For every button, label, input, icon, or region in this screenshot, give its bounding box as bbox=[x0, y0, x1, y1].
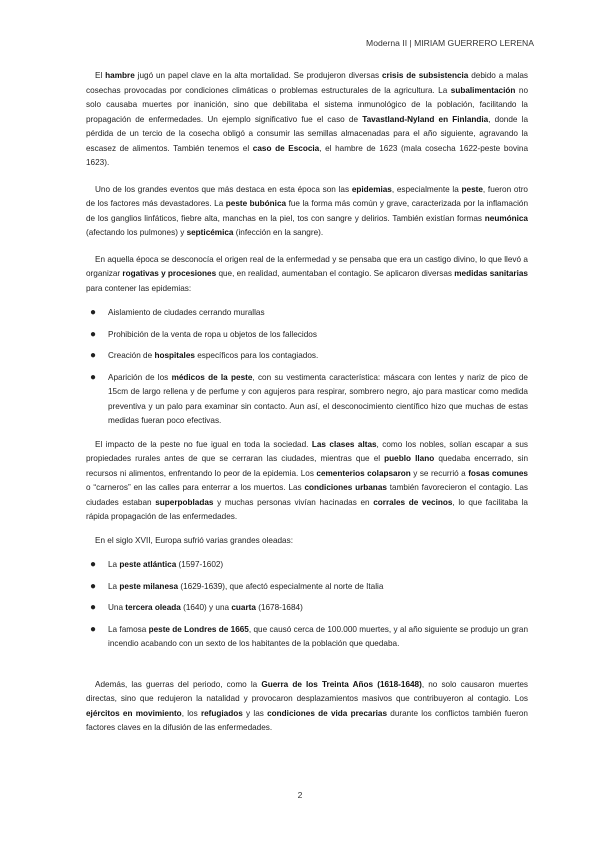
bold-term: Guerra de los Treinta Años (1618-1648) bbox=[261, 679, 422, 689]
bold-term: refugiados bbox=[200, 708, 243, 718]
paragraph-impacto-social bbox=[86, 438, 528, 525]
bold-term: pueblo llano bbox=[384, 454, 435, 463]
text-run: Prohibición de la venta de ropa u objetos de los fallecidos bbox=[108, 329, 317, 339]
text-run: Creación de bbox=[108, 351, 155, 360]
text-run: (1640) y una bbox=[180, 603, 232, 612]
text-run: Aislamiento de ciudades cerrando murallas bbox=[108, 308, 265, 317]
text-run: La bbox=[108, 560, 120, 569]
bold-term: Tavastland-Nyland en Finlandia bbox=[362, 114, 489, 124]
bold-term: ejércitos en movimiento bbox=[86, 708, 182, 718]
text-run: también favorecieron el contagio. Las ciudades estaban bbox=[86, 483, 528, 507]
page-number: 2 bbox=[297, 790, 303, 800]
list-medidas-sanitarias bbox=[86, 306, 528, 429]
bold-term: hospitales bbox=[154, 351, 195, 360]
bold-term: peste bubónica bbox=[225, 199, 287, 208]
text-run: , fueron otro de los factores más devastadores. La bbox=[86, 184, 528, 208]
text-run: Además, las guerras del periodo, como la bbox=[95, 679, 262, 689]
list-oleadas bbox=[86, 558, 528, 652]
bullet-icon: ● bbox=[90, 559, 97, 570]
text-run: no solo causaba muertes por inanición, sino que debilitaba el sistema inmunológico de la población, facilitando la propagación de enfermedades. Un ejemplo significativo fue el caso de bbox=[86, 85, 529, 124]
text-run: (afectando los pulmones) y bbox=[86, 228, 187, 237]
text-run: y se recurrió a bbox=[410, 468, 469, 478]
bold-term: condiciones urbanas bbox=[304, 483, 387, 492]
bullet-icon: ● bbox=[90, 602, 97, 613]
text-run: , que causó cerca de 100.000 muertes, y al año siguiente se produjo un gran incendio acabando con un sexto de los habitantes de la población que quedaba. bbox=[108, 624, 529, 648]
bold-term: peste atlántica bbox=[119, 560, 177, 569]
text-run: El bbox=[95, 71, 106, 80]
paragraph-guerras bbox=[86, 678, 528, 736]
bold-term: superpobladas bbox=[155, 497, 214, 507]
bold-term: peste milanesa bbox=[119, 581, 179, 591]
text-run: específicos para los contagiados. bbox=[194, 351, 319, 360]
text-run: , lo que facilitaba la rápida propagación de las enfermedades. bbox=[86, 497, 528, 521]
text-run: (1678-1684) bbox=[255, 603, 303, 612]
list-item bbox=[86, 601, 528, 616]
text-run: para contener las epidemias: bbox=[86, 283, 192, 293]
paragraph-epidemias bbox=[86, 183, 528, 241]
text-run: que, en realidad, aumentaban el contagio. Se aplicaron diversas bbox=[216, 269, 455, 278]
bold-term: cementerios colapsaron bbox=[316, 468, 411, 478]
text-run: (1629-1639), que afectó especialmente al norte de Italia bbox=[178, 581, 384, 591]
bold-term: crisis de subsistencia bbox=[382, 71, 469, 80]
text-run: , los bbox=[181, 708, 201, 718]
text-run: En el siglo XVII, Europa sufrió varias grandes oleadas: bbox=[95, 535, 293, 545]
text-run: fue la forma más común y grave, caracterizada por la inflamación de los ganglios linfáticos, fiebre alta, manchas en la piel, tos con sangre y delirios. También existían formas bbox=[86, 199, 528, 223]
text-run: , con su vestimenta característica: máscara con lentes y nariz de pico de 15cm de largo rellena y de perfume y con agujeros para respirar, sombrero negro, ajo para masticar como medida preventiva y un palo para examinar sin contacto. Aun así, el desconocimiento científico hizo que muchas de estas medidas fueran poco efectivas. bbox=[108, 372, 528, 425]
bullet-icon: ● bbox=[90, 580, 97, 592]
bullet-icon: ● bbox=[90, 371, 97, 383]
bold-term: hambre bbox=[105, 71, 135, 80]
bold-term: rogativas y procesiones bbox=[122, 269, 217, 278]
text-run: (infección en la sangre). bbox=[233, 228, 324, 237]
text-run: La bbox=[108, 581, 120, 591]
bold-term: tercera oleada bbox=[125, 603, 181, 612]
paragraph-oleadas-intro bbox=[86, 534, 528, 549]
text-run: jugó un papel clave en la alta mortalidad. Se produjeron diversas bbox=[134, 71, 382, 80]
bold-term: médicos de la peste bbox=[171, 372, 253, 382]
bold-term: Las clases altas bbox=[311, 439, 377, 449]
list-item bbox=[86, 349, 528, 364]
text-run: , no solo causaron muertes directas, sino que redujeron la natalidad y provocaron desplazamientos masivos que contribuyeron al contagio. Los bbox=[86, 679, 528, 703]
text-run: y muchas personas vivían hacinadas en bbox=[213, 497, 374, 507]
list-item bbox=[86, 558, 528, 573]
text-run: , especialmente la bbox=[391, 184, 462, 194]
text-run: Aparición de los bbox=[108, 372, 172, 382]
text-run: o “carneros” en las calles para enterrar a los muertos. Las bbox=[86, 483, 305, 492]
list-item bbox=[86, 623, 528, 652]
text-run: quedaba encerrado, sin recursos ni alimentos, enfrentando lo peor de la epidemia. Los bbox=[86, 454, 529, 478]
text-run: El impacto de la peste no fue igual en toda la sociedad. bbox=[95, 439, 312, 449]
bold-term: subalimentación bbox=[450, 85, 516, 95]
bold-term: peste bbox=[461, 184, 483, 194]
bold-term: fosas comunes bbox=[468, 468, 528, 478]
text-run: La famosa bbox=[108, 624, 149, 634]
paragraph-medidas bbox=[86, 253, 528, 297]
text-run: (1597-1602) bbox=[176, 560, 224, 569]
bold-term: neumónica bbox=[484, 213, 528, 223]
paragraph-hambre bbox=[86, 69, 528, 171]
list-item bbox=[86, 328, 528, 343]
list-item bbox=[86, 306, 528, 321]
text-run: Uno de los grandes eventos que más destaca en esta época son las bbox=[95, 184, 352, 194]
bold-term: septicémica bbox=[186, 228, 234, 237]
text-run: Una bbox=[108, 603, 126, 612]
text-run: debido a malas cosechas provocadas por condiciones climáticas o problemas estructurales de la agricultura. La bbox=[86, 71, 528, 95]
bullet-icon: ● bbox=[90, 350, 97, 361]
bold-term: peste de Londres de 1665 bbox=[148, 624, 249, 634]
text-run: , el hambre de 1623 (mala cosecha 1622-peste bovina 1623). bbox=[86, 143, 528, 167]
bold-term: epidemias bbox=[351, 184, 392, 194]
text-run: , como los nobles, solían escapar a sus propiedades rurales antes de que se cerraran las ciudades, mientras que el bbox=[86, 439, 528, 463]
bullet-icon: ● bbox=[90, 328, 97, 340]
bold-term: corrales de vecinos bbox=[373, 497, 453, 507]
text-run: y las bbox=[242, 708, 268, 718]
bold-term: caso de Escocia bbox=[252, 143, 320, 153]
list-item bbox=[86, 580, 528, 595]
bullet-icon: ● bbox=[90, 307, 97, 318]
bold-term: medidas sanitarias bbox=[454, 269, 528, 278]
page-header: Moderna II | MIRIAM GUERRERO LERENA bbox=[366, 38, 534, 48]
bold-term: cuarta bbox=[231, 603, 256, 612]
bullet-icon: ● bbox=[90, 623, 97, 635]
bold-term: condiciones de vida precarias bbox=[267, 708, 388, 718]
text-run: , donde la pérdida de un tercio de la cosecha obligó a consumir las semillas almacenadas para el año siguiente, agravando la escasez de alimentos. También tenemos el bbox=[86, 114, 529, 153]
list-item bbox=[86, 371, 528, 429]
text-run: En aquella época se desconocía el origen real de la enfermedad y se pensaba que era un castigo divino, lo que llevó a organizar bbox=[86, 254, 528, 278]
text-run: durante los conflictos también fueron factores claves en la difusión de las enfermedades. bbox=[86, 708, 528, 732]
document-body bbox=[86, 69, 528, 736]
